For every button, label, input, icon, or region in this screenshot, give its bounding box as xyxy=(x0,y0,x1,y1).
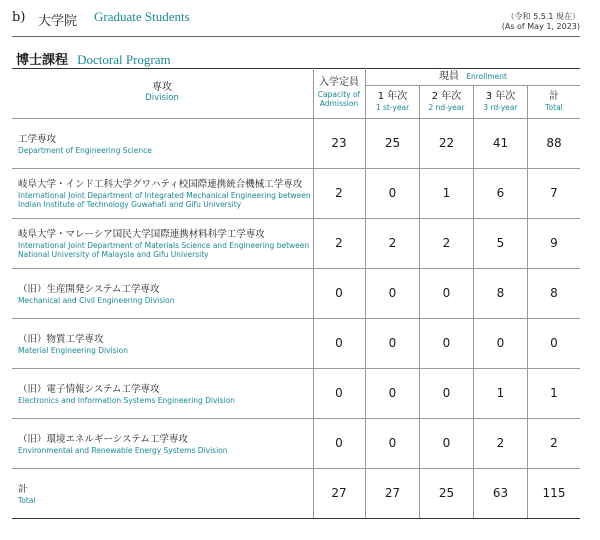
table-bottom-rule xyxy=(12,518,580,519)
header-total-jp: 計 xyxy=(549,91,559,102)
cell-y2: 2 xyxy=(442,236,451,250)
header-year3-jp: 3 年次 xyxy=(485,91,516,102)
cell-y3: 41 xyxy=(492,136,509,150)
row-rule xyxy=(12,468,580,469)
header-divider xyxy=(12,36,580,37)
cell-total: 88 xyxy=(546,136,562,150)
header-total xyxy=(528,91,580,112)
header-year2 xyxy=(420,91,473,112)
header-year2-en: 2 nd-year xyxy=(428,103,465,112)
cell-capacity: 2 xyxy=(335,236,343,250)
header-capacity-en: Capacity of Admission xyxy=(317,90,361,108)
cell-capacity: 0 xyxy=(335,436,343,450)
division-name-en: Indian Institute of Technology Guwahati and Gifu University xyxy=(18,200,242,209)
header-division-jp: 専攻 xyxy=(152,82,172,93)
division-name-jp: （旧）環境エネルギーシステム工学専攻 xyxy=(18,433,188,445)
cell-capacity: 23 xyxy=(331,136,347,150)
header-year3 xyxy=(474,91,527,112)
cell-y2: 0 xyxy=(442,336,451,350)
cell-total: 7 xyxy=(550,186,558,200)
cell-y2: 0 xyxy=(442,386,451,400)
cell-y3: 8 xyxy=(496,286,505,300)
section-title-jp: 博士課程 xyxy=(16,53,69,68)
division-name xyxy=(18,284,175,305)
header-year2-jp: 2 年次 xyxy=(431,91,462,102)
section-title xyxy=(16,49,171,68)
cell-y1: 0 xyxy=(388,336,397,350)
row-rule xyxy=(12,418,580,419)
cell-y2: 25 xyxy=(438,486,455,500)
cell-y1: 2 xyxy=(388,236,397,250)
header-division-en: Division xyxy=(145,93,179,103)
header-capacity xyxy=(314,77,364,108)
cell-total: 8 xyxy=(550,286,558,300)
cell-y1: 27 xyxy=(384,486,401,500)
cell-y3: 63 xyxy=(492,486,509,500)
row-rule xyxy=(12,118,580,119)
cell-total: 2 xyxy=(550,436,558,450)
cell-capacity: 0 xyxy=(335,386,343,400)
cell-total: 0 xyxy=(550,336,558,350)
cell-y1: 0 xyxy=(388,286,397,300)
division-name xyxy=(18,484,36,505)
division-name-jp: 計 xyxy=(18,483,28,495)
division-name-jp: 岐阜大学・インド工科大学グワハティ校国際連携統合機械工学専攻 xyxy=(18,179,303,190)
division-name-jp: （旧）物質工学専攻 xyxy=(18,333,104,345)
division-name xyxy=(18,434,228,455)
division-name xyxy=(18,179,311,209)
division-name-en: Total xyxy=(18,495,36,505)
cell-y2: 0 xyxy=(442,286,451,300)
cell-capacity: 0 xyxy=(335,336,343,350)
cell-y1: 0 xyxy=(388,186,397,200)
cell-capacity: 0 xyxy=(335,286,343,300)
division-name-en: Electronics and Information Systems Engineering Division xyxy=(18,395,235,405)
cell-y3: 1 xyxy=(496,386,505,400)
division-name-jp: 工学専攻 xyxy=(18,133,57,145)
division-name xyxy=(18,384,235,405)
header-year3-en: 3 rd-year xyxy=(483,103,518,112)
division-name-en: International Joint Department of Integrated Mechanical Engineering between xyxy=(18,191,311,200)
header-year1-en: 1 st-year xyxy=(375,103,410,112)
cell-y3: 6 xyxy=(496,186,505,200)
row-rule xyxy=(12,168,580,169)
header-enrollment-en: Enrollment xyxy=(466,72,507,81)
cell-y3: 0 xyxy=(496,336,505,350)
row-rule xyxy=(12,318,580,319)
cell-total: 1 xyxy=(550,386,558,400)
section-label: b) xyxy=(12,10,26,25)
division-name-en: Material Engineering Division xyxy=(18,345,128,355)
division-name-en: Environmental and Renewable Energy Systems Division xyxy=(18,445,228,455)
division-name-en: Mechanical and Civil Engineering Division xyxy=(18,295,175,305)
row-rule xyxy=(12,268,580,269)
cell-total: 115 xyxy=(542,486,566,500)
as-of-date-jp: （令和 5.5.1 現在） xyxy=(506,12,580,21)
division-name-en: International Joint Department of Materials Science and Engineering between xyxy=(18,241,310,250)
cell-y3: 2 xyxy=(496,436,505,450)
division-name-en: National University of Malaysia and Gifu University xyxy=(18,250,209,259)
table-top-rule xyxy=(12,68,580,69)
cell-capacity: 2 xyxy=(335,186,343,200)
cell-y2: 1 xyxy=(442,186,451,200)
header-capacity-jp: 入学定員 xyxy=(319,77,359,88)
division-name xyxy=(18,134,152,155)
as-of-date-en: (As of May 1, 2023) xyxy=(501,22,580,31)
section-title-en: Doctoral Program xyxy=(77,52,171,67)
header-year1 xyxy=(366,91,419,112)
page-title-en: Graduate Students xyxy=(94,9,190,24)
cell-y1: 25 xyxy=(384,136,401,150)
cell-y2: 22 xyxy=(438,136,455,150)
header-total-en: Total xyxy=(545,103,563,112)
header-enrollment-jp: 現員 xyxy=(439,71,460,82)
division-name-jp: 岐阜大学・マレーシア国民大学国際連携材料科学工学専攻 xyxy=(18,229,265,240)
page-title-jp: 大学院 xyxy=(38,14,78,29)
header-enrollment xyxy=(366,71,580,83)
header-year1-jp: 1 年次 xyxy=(377,91,408,102)
cell-y1: 0 xyxy=(388,386,397,400)
division-name-jp: （旧）電子情報システム工学専攻 xyxy=(18,383,160,395)
cell-total: 9 xyxy=(550,236,558,250)
cell-capacity: 27 xyxy=(331,486,347,500)
header-division xyxy=(12,82,312,103)
cell-y3: 5 xyxy=(496,236,505,250)
division-name xyxy=(18,229,309,259)
cell-y1: 0 xyxy=(388,436,397,450)
division-name-en: Department of Engineering Science xyxy=(18,145,152,155)
cell-y2: 0 xyxy=(442,436,451,450)
page-header xyxy=(12,8,580,36)
division-name-jp: （旧）生産開発システム工学専攻 xyxy=(18,283,160,295)
as-of-date xyxy=(502,12,580,32)
row-rule xyxy=(12,218,580,219)
division-name xyxy=(18,334,128,355)
row-rule xyxy=(12,368,580,369)
